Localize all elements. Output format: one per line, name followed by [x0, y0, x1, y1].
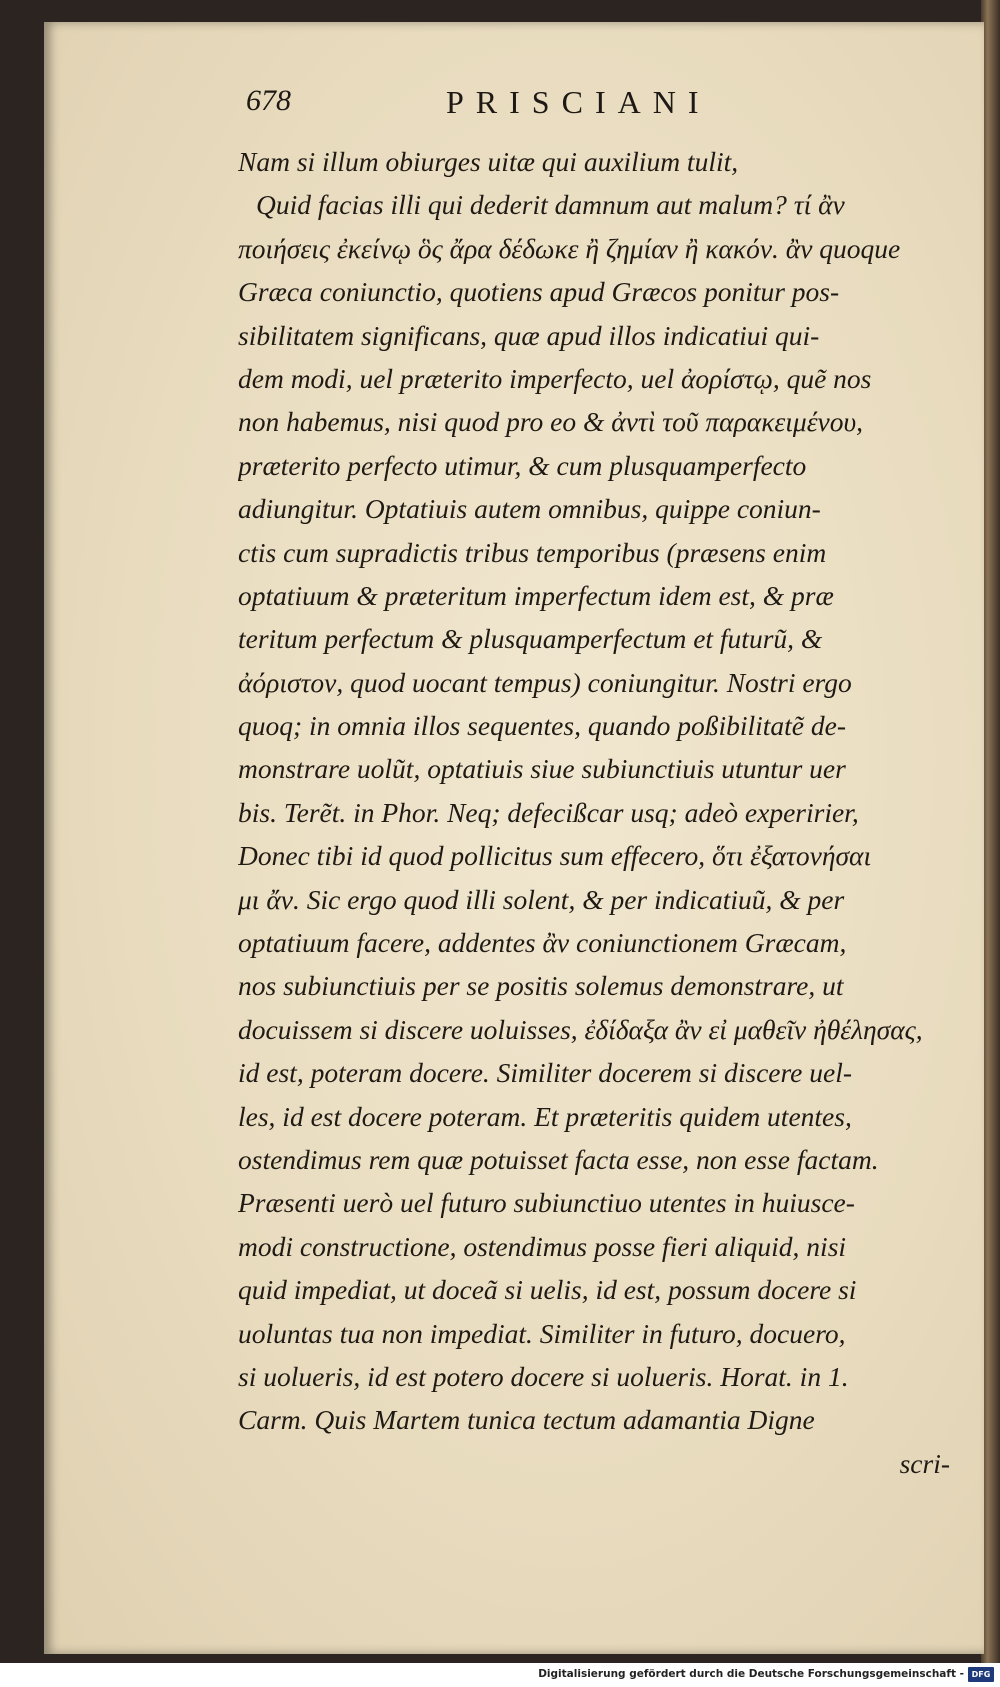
running-head [246, 84, 786, 124]
running-head-title: PRISCIANI [446, 84, 711, 120]
text-line: uoluntas tua non impediat. Similiter in futuro, docuero, [238, 1317, 846, 1349]
text-line: docuissem si discere uoluisses, ἐδίδαξα ἂν εἰ μαθεῖν ἠθέλησας, [238, 1013, 923, 1045]
text-line: μι ἄν. Sic ergo quod illi solent, & per indicatiuũ, & per [238, 883, 845, 915]
text-line: bis. Terẽt. in Phor. Neq; defecißcar usq; adeò experirier, [238, 796, 859, 828]
text-line: teritum perfectum & plusquamperfectum et futurũ, & [238, 623, 823, 655]
text-line: adiungitur. Optatiuis autem omnibus, quippe coniun- [238, 493, 821, 525]
footer-bar [0, 1663, 1000, 1687]
text-line: Nam si illum obiurges uitæ qui auxilium tulit, [238, 146, 739, 177]
text-line: id est, poteram docere. Similiter docerem si discere uel- [238, 1057, 853, 1089]
text-line: nos subiunctiuis per se positis solemus demonstrare, ut [238, 970, 844, 1002]
text-line: præterito perfecto utimur, & cum plusquamperfecto [238, 449, 807, 481]
text-line: ostendimus rem quæ potuisset facta esse, non esse factam. [238, 1143, 879, 1175]
text-line: non habemus, nisi quod pro eo & ἀντὶ τοῦ παρακειμένου, [238, 406, 863, 438]
body-text [238, 140, 958, 1485]
text-line: monstrare uolũt, optatiuis siue subiunctiuis utuntur uer [238, 753, 846, 785]
text-line: modi constructione, ostendimus posse fieri aliquid, nisi [238, 1230, 847, 1262]
text-line: les, id est docere poteram. Et præteritis quidem utentes, [238, 1100, 852, 1132]
text-line: quid impediat, ut doceã si uelis, id est, possum docere si [238, 1274, 857, 1306]
text-line: optatiuum facere, addentes ἂν coniunctionem Græcam, [238, 927, 847, 959]
funding-credit: Digitalisierung gefördert durch die Deutsche Forschungsgemeinschaft - [538, 1668, 964, 1680]
text-line: Carm. Quis Martem tunica tectum adamantia Digne [238, 1404, 815, 1436]
text-line: ποιήσεις ἐκείνῳ ὃς ἄρα δέδωκε ἢ ζημίαν ἢ κακόν. ἂν quoque [238, 232, 901, 264]
dfg-logo: DFG [968, 1667, 994, 1682]
text-line: sibilitatem significans, quæ apud illos indicatiui qui- [238, 319, 820, 351]
text-line: si uolueris, id est potero docere si uolueris. Horat. in 1. [238, 1360, 849, 1392]
text-line: ἀόριστον, quod uocant tempus) coniungitur. Nostri ergo [238, 666, 852, 698]
text-line: Græca coniunctio, quotiens apud Græcos ponitur pos- [238, 276, 840, 308]
text-line: Præsenti uerò uel futuro subiunctiuo utentes in huiusce- [238, 1187, 855, 1219]
text-line: ctis cum supradictis tribus temporibus (præsens enim [238, 536, 827, 568]
text-line: dem modi, uel præterito imperfecto, uel ἀορίστῳ, quẽ nos [238, 362, 872, 394]
text-line: Donec tibi id quod pollicitus sum effecero, ὅτι ἐξατονήσαι [238, 840, 872, 872]
catchword: scri- [899, 1447, 950, 1479]
text-line: Quid facias illi qui dederit damnum aut malum? τί ἂν [256, 189, 845, 221]
text-line: quoq; in omnia illos sequentes, quando poßibilitatẽ de- [238, 710, 846, 742]
text-line: optatiuum & præteritum imperfectum idem est, & præ [238, 579, 834, 611]
page-number: 678 [246, 84, 291, 117]
